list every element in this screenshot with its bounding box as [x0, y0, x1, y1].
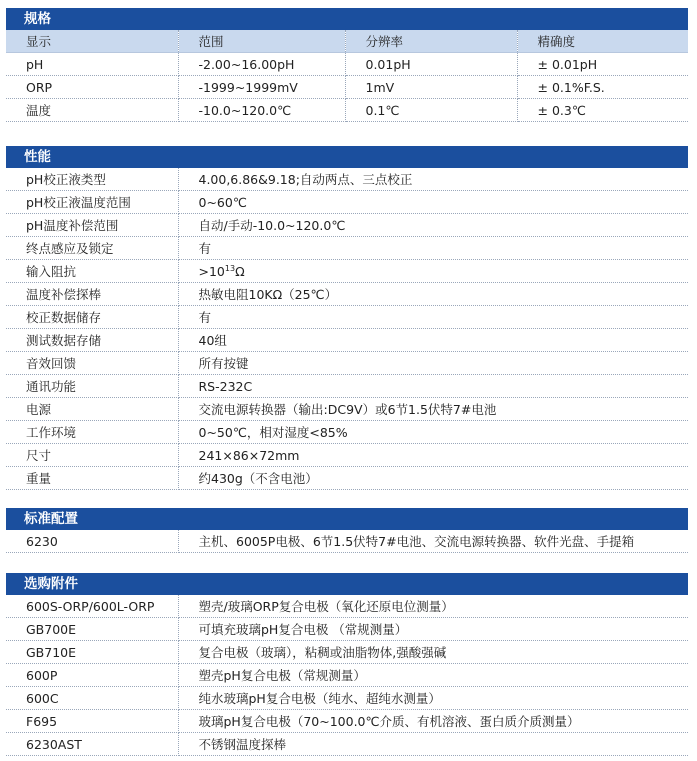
- spec-cell: 1mV: [345, 76, 517, 99]
- accessory-description: 玻璃pH复合电极（70~100.0℃介质、有机溶液、蛋白质介质测量）: [178, 710, 688, 733]
- accessory-description: 塑壳pH复合电极（常规测量）: [178, 664, 688, 687]
- table-row: [6, 710, 688, 733]
- table-row: [6, 618, 688, 641]
- spec-cell: ± 0.1%F.S.: [517, 76, 688, 99]
- accessory-model: 600P: [6, 664, 178, 687]
- table-row: [6, 375, 688, 398]
- impedance-exponent: 13: [224, 263, 236, 273]
- performance-label: 工作环境: [6, 421, 178, 444]
- table-row: [6, 168, 688, 191]
- table-row: [6, 641, 688, 664]
- performance-label: pH温度补偿范围: [6, 214, 178, 237]
- performance-value: 热敏电阻10KΩ（25℃）: [178, 283, 688, 306]
- performance-label: 温度补偿探棒: [6, 283, 178, 306]
- config-model: 6230: [6, 530, 178, 553]
- table-row: [6, 214, 688, 237]
- accessory-model: 6230AST: [6, 733, 178, 756]
- table-row: [6, 421, 688, 444]
- performance-value: 交流电源转换器（输出:DC9V）或6节1.5伏特7#电池: [178, 398, 688, 421]
- performance-label: 重量: [6, 467, 178, 490]
- performance-label: 测试数据存储: [6, 329, 178, 352]
- table-row: [6, 283, 688, 306]
- standard-config-section: [6, 508, 688, 553]
- spec-table: [6, 30, 688, 122]
- performance-label: pH校正液类型: [6, 168, 178, 191]
- performance-value: 40组: [178, 329, 688, 352]
- spec-cell: -1999~1999mV: [178, 76, 345, 99]
- table-row: [6, 260, 688, 283]
- performance-label: 校正数据储存: [6, 306, 178, 329]
- performance-label: 输入阻抗: [6, 260, 178, 283]
- table-row: [6, 99, 688, 122]
- accessory-model: GB710E: [6, 641, 178, 664]
- impedance-unit: Ω: [235, 263, 245, 279]
- table-row: [6, 76, 688, 99]
- accessory-model: 600S-ORP/600L-ORP: [6, 595, 178, 618]
- standard-config-section-title: 标准配置: [6, 508, 688, 530]
- performance-label: 通讯功能: [6, 375, 178, 398]
- accessory-model: F695: [6, 710, 178, 733]
- performance-label: 尺寸: [6, 444, 178, 467]
- performance-label: 电源: [6, 398, 178, 421]
- table-row: [6, 595, 688, 618]
- config-contents: 主机、6005P电极、6节1.5伏特7#电池、交流电源转换器、软件光盘、手提箱: [178, 530, 688, 553]
- performance-value: RS-232C: [178, 375, 688, 398]
- table-row: [6, 306, 688, 329]
- spec-cell: ORP: [6, 76, 178, 99]
- table-row: [6, 398, 688, 421]
- performance-value: 有: [178, 237, 688, 260]
- table-row: [6, 191, 688, 214]
- spec-cell: pH: [6, 53, 178, 76]
- accessory-description: 可填充玻璃pH复合电极 （常规测量）: [178, 618, 688, 641]
- accessory-description: 复合电极（玻璃），粘稠或油脂物体,强酸强碱: [178, 641, 688, 664]
- table-row: [6, 444, 688, 467]
- performance-value: 0~60℃: [178, 191, 688, 214]
- table-row: [6, 467, 688, 490]
- optional-accessories-table: [6, 595, 688, 756]
- performance-section-title: 性能: [6, 146, 688, 168]
- table-row: [6, 687, 688, 710]
- spec-cell: -2.00~16.00pH: [178, 53, 345, 76]
- accessory-description: 塑壳/玻璃ORP复合电极（氧化还原电位测量）: [178, 595, 688, 618]
- spec-cell: ± 0.3℃: [517, 99, 688, 122]
- optional-accessories-section-title: 选购附件: [6, 573, 688, 595]
- table-row: [6, 733, 688, 756]
- spec-cell: -10.0~120.0℃: [178, 99, 345, 122]
- performance-value: [178, 260, 688, 283]
- performance-label: pH校正液温度范围: [6, 191, 178, 214]
- spec-header-range: 范围: [178, 30, 345, 53]
- performance-value: 0~50℃，相对湿度<85%: [178, 421, 688, 444]
- spec-header-resolution: 分辨率: [345, 30, 517, 53]
- performance-table: [6, 168, 688, 490]
- table-row: [6, 237, 688, 260]
- table-row: [6, 352, 688, 375]
- performance-value: 自动/手动-10.0~120.0℃: [178, 214, 688, 237]
- impedance-base: >10: [198, 263, 225, 279]
- spec-cell: 0.1℃: [345, 99, 517, 122]
- performance-value: 有: [178, 306, 688, 329]
- spec-cell: 温度: [6, 99, 178, 122]
- table-row: [6, 664, 688, 687]
- performance-section: [6, 146, 688, 490]
- spec-section: [6, 8, 688, 122]
- table-row: [6, 53, 688, 76]
- table-row: [6, 329, 688, 352]
- spec-header-accuracy: 精确度: [517, 30, 688, 53]
- performance-value: 241×86×72mm: [178, 444, 688, 467]
- performance-label: 终点感应及锁定: [6, 237, 178, 260]
- performance-label: 音效回馈: [6, 352, 178, 375]
- performance-value: 所有按键: [178, 352, 688, 375]
- accessory-description: 不锈钢温度探棒: [178, 733, 688, 756]
- spec-cell: 0.01pH: [345, 53, 517, 76]
- accessory-model: GB700E: [6, 618, 178, 641]
- spec-header-row: [6, 30, 688, 53]
- spec-cell: ± 0.01pH: [517, 53, 688, 76]
- accessory-description: 纯水玻璃pH复合电极（纯水、超纯水测量）: [178, 687, 688, 710]
- accessory-model: 600C: [6, 687, 178, 710]
- spec-header-display: 显示: [6, 30, 178, 53]
- standard-config-table: [6, 530, 688, 553]
- performance-value: 4.00,6.86&9.18;自动两点、三点校正: [178, 168, 688, 191]
- performance-value: 约430g（不含电池）: [178, 467, 688, 490]
- table-row: [6, 530, 688, 553]
- optional-accessories-section: [6, 573, 688, 756]
- spec-section-title: 规格: [6, 8, 688, 30]
